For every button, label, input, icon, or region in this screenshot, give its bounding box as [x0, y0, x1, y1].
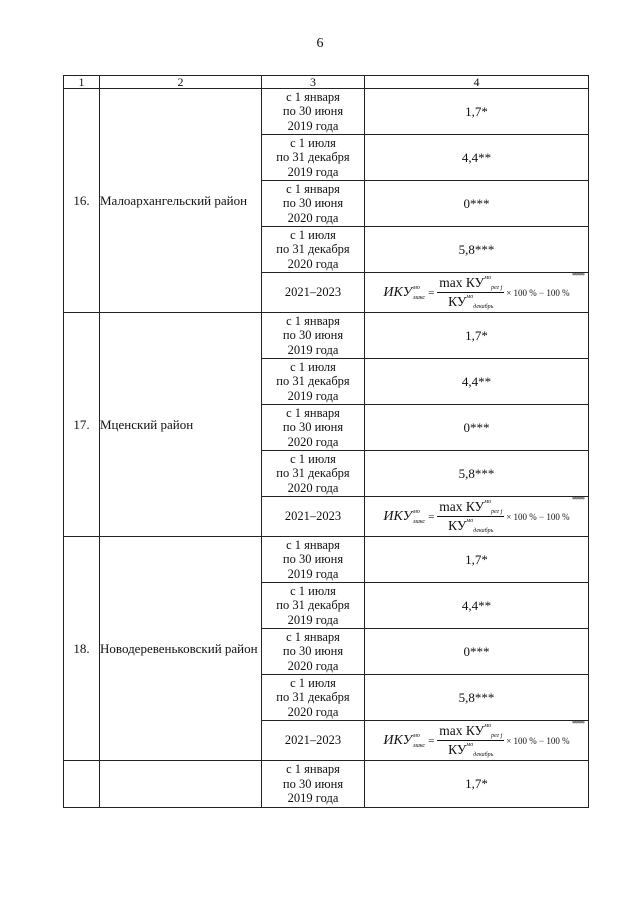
formula: ИКУ мо макс = $\frac{\max КУ^{мо}рег j}{КУ^{мо}декабрь}$ × 100 % − 100 % **** [383, 495, 584, 534]
header-cell-4: 4 [365, 76, 589, 89]
value-cell: 1,7* [365, 761, 589, 808]
header-cell-1: 1 [64, 76, 100, 89]
formula-lhs: ИКУ [383, 284, 412, 300]
period-cell: с 1 июля по 31 декабря 2019 года [262, 583, 365, 629]
table-row [64, 313, 589, 359]
row-number-cell [64, 761, 100, 808]
period-cell: с 1 января по 30 июня 2020 года [262, 181, 365, 227]
district-name-cell: Новодеревеньковский район [100, 537, 262, 761]
period-cell: с 1 июля по 31 декабря 2020 года [262, 227, 365, 273]
period-cell: с 1 января по 30 июня 2019 года [262, 761, 365, 808]
tariff-table [63, 75, 589, 808]
value-cell: 1,7* [365, 537, 589, 583]
period-range-cell: 2021–2023 [262, 273, 365, 313]
period-cell: с 1 июля по 31 декабря 2019 года [262, 359, 365, 405]
period-cell: с 1 января по 30 июня 2019 года [262, 89, 365, 135]
district-name-cell: Мценский район [100, 313, 262, 537]
table-row [64, 89, 589, 135]
formula-fraction: $\frac{\max КУ^{мо}рег j}{КУ^{мо}декабрь}$ [439, 723, 503, 758]
formula: ИКУ мо макс = $\frac{\max КУ^{мо}рег j}{КУ^{мо}декабрь}$ × 100 % − 100 % **** [383, 271, 584, 310]
period-cell: с 1 июля по 31 декабря 2020 года [262, 451, 365, 497]
value-cell: 4,4** [365, 135, 589, 181]
table-row [64, 537, 589, 583]
period-cell: с 1 января по 30 июня 2020 года [262, 629, 365, 675]
value-cell: 0*** [365, 629, 589, 675]
formula-lhs: ИКУ [383, 732, 412, 748]
period-cell: с 1 января по 30 июня 2019 года [262, 537, 365, 583]
header-cell-3: 3 [262, 76, 365, 89]
formula-lhs: ИКУ [383, 508, 412, 524]
formula-cell [365, 721, 589, 761]
period-cell: с 1 июля по 31 декабря 2019 года [262, 135, 365, 181]
value-cell: 4,4** [365, 583, 589, 629]
page-number: 6 [316, 36, 324, 51]
header-row [64, 76, 589, 89]
value-cell: 5,8*** [365, 675, 589, 721]
period-range-cell: 2021–2023 [262, 497, 365, 537]
row-number-cell: 16. [64, 89, 100, 313]
period-cell: с 1 июля по 31 декабря 2020 года [262, 675, 365, 721]
formula-cell [365, 273, 589, 313]
district-name-cell [100, 761, 262, 808]
formula-fraction: $\frac{\max КУ^{мо}рег j}{КУ^{мо}декабрь}$ [439, 275, 503, 310]
formula-fraction: $\frac{\max КУ^{мо}рег j}{КУ^{мо}декабрь}$ [439, 499, 503, 534]
table-row [64, 761, 589, 808]
value-cell: 5,8*** [365, 227, 589, 273]
formula: ИКУ мо макс = $\frac{\max КУ^{мо}рег j}{КУ^{мо}декабрь}$ × 100 % − 100 % **** [383, 719, 584, 758]
period-cell: с 1 января по 30 июня 2020 года [262, 405, 365, 451]
district-name-cell: Малоархангельский район [100, 89, 262, 313]
value-cell: 1,7* [365, 313, 589, 359]
value-cell: 0*** [365, 405, 589, 451]
value-cell: 0*** [365, 181, 589, 227]
row-number-cell: 18. [64, 537, 100, 761]
formula-cell [365, 497, 589, 537]
header-cell-2: 2 [100, 76, 262, 89]
row-number-cell: 17. [64, 313, 100, 537]
value-cell: 5,8*** [365, 451, 589, 497]
period-range-cell: 2021–2023 [262, 721, 365, 761]
value-cell: 4,4** [365, 359, 589, 405]
value-cell: 1,7* [365, 89, 589, 135]
period-cell: с 1 января по 30 июня 2019 года [262, 313, 365, 359]
